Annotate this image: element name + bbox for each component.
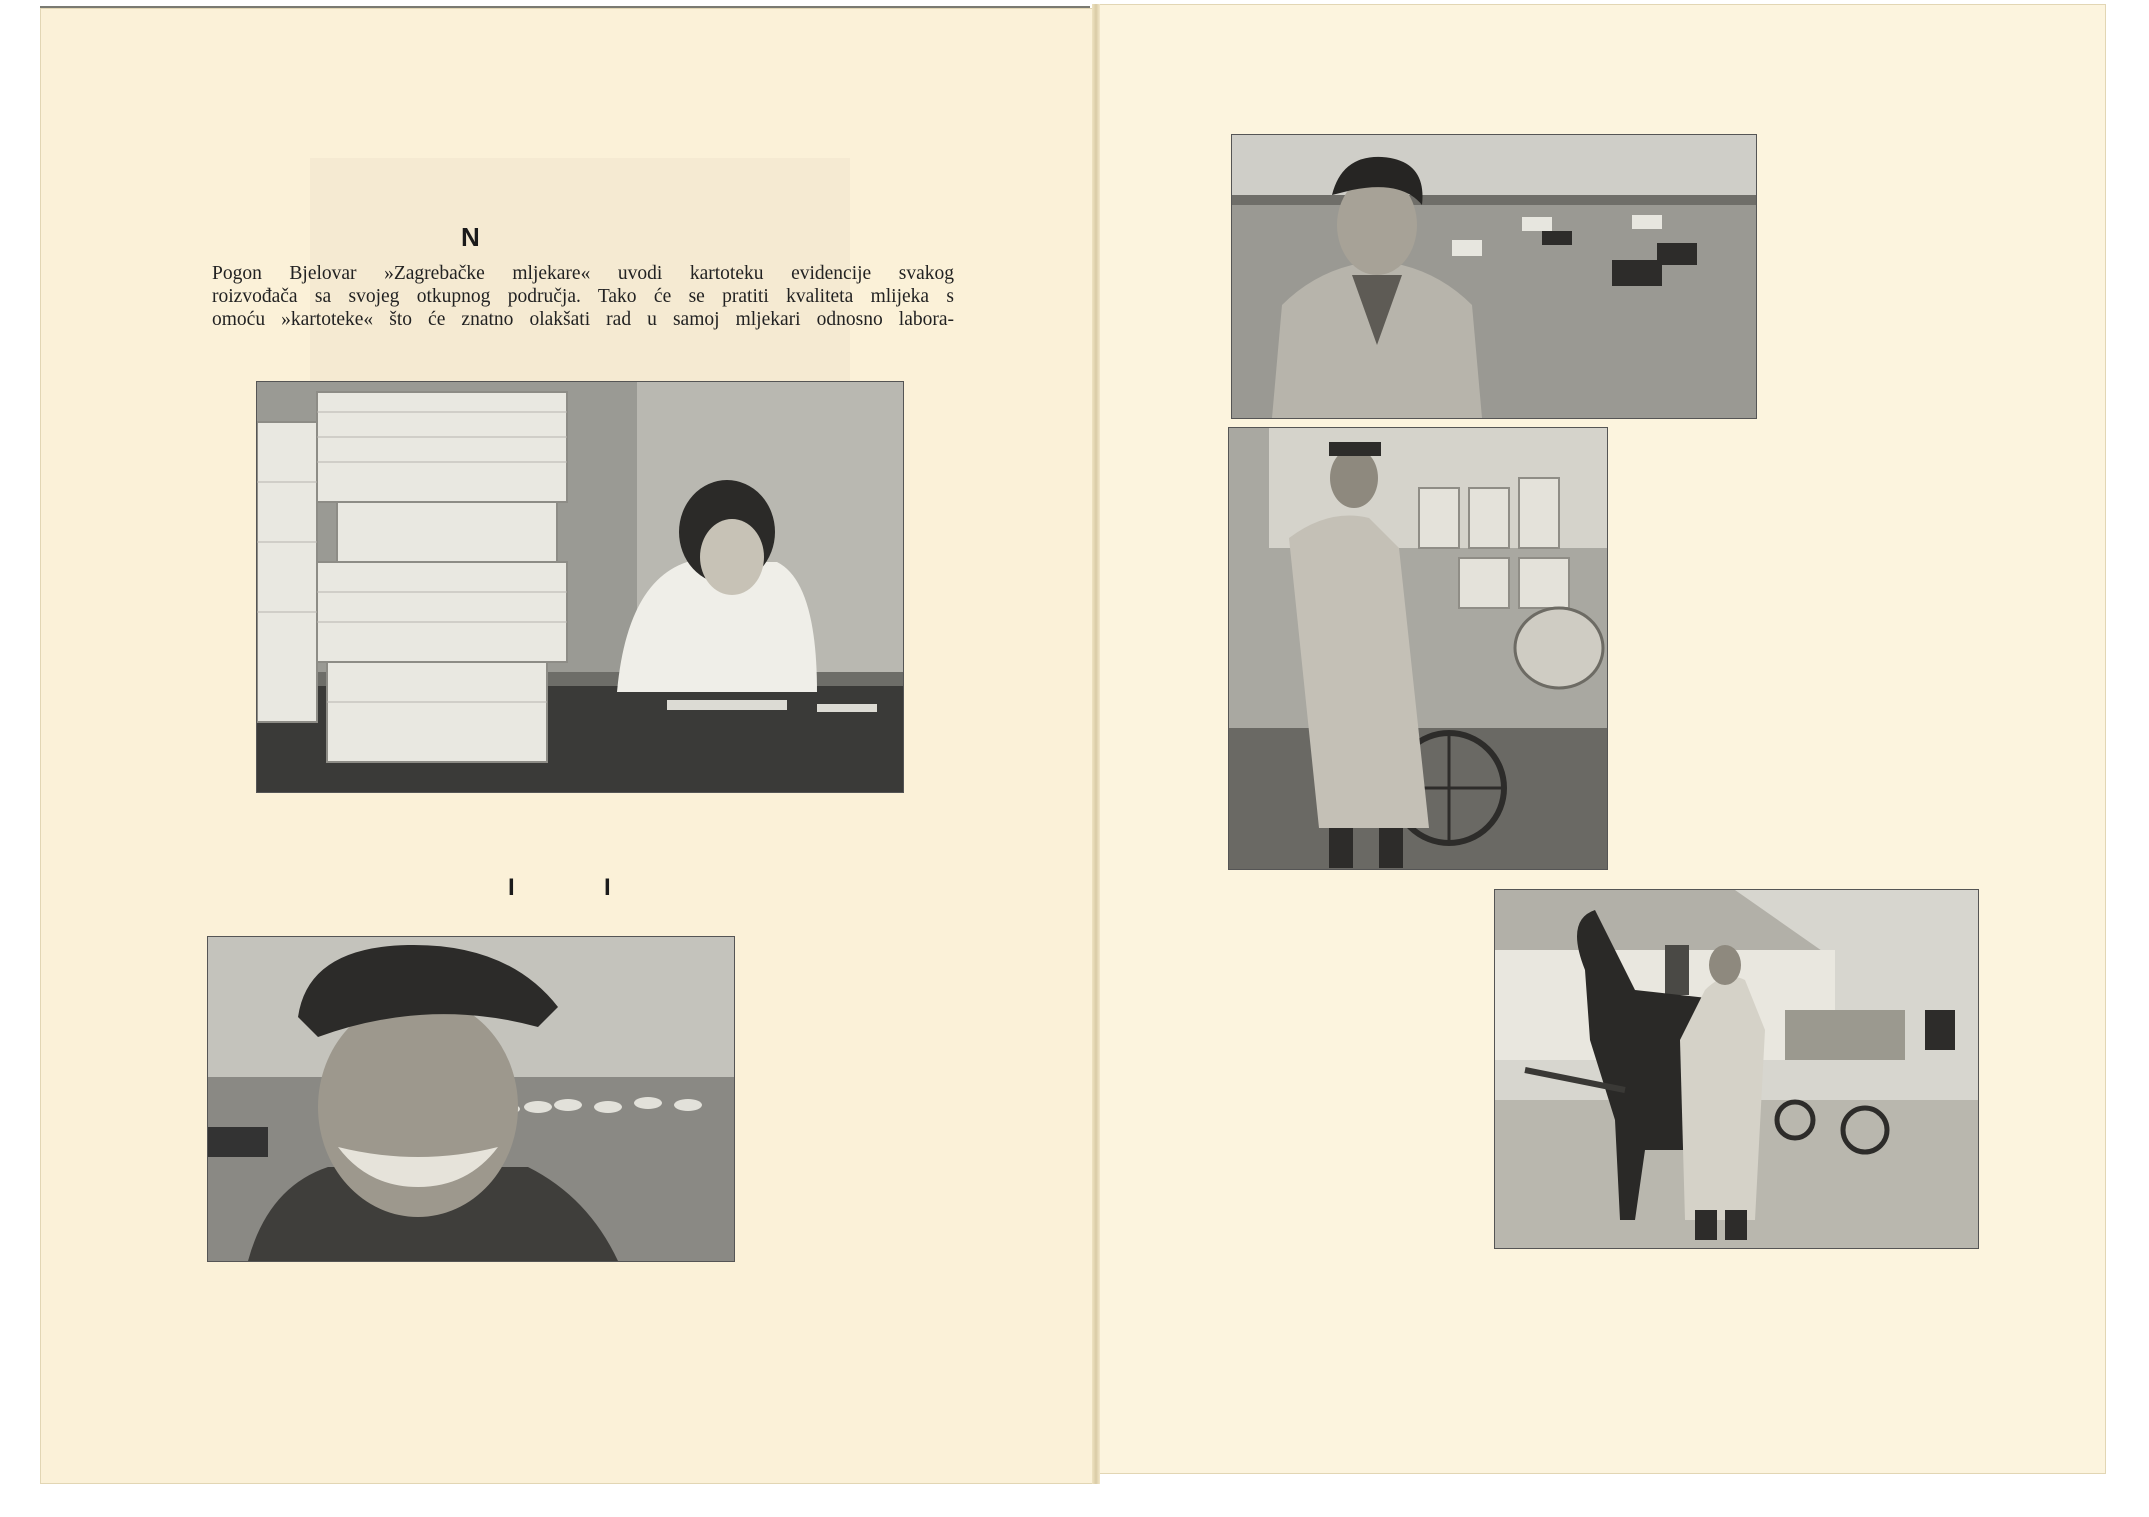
office-photo <box>257 382 903 792</box>
article-caption <box>212 262 954 331</box>
section-initial-i-1: I <box>508 874 515 901</box>
horse-cart-photo <box>1495 890 1978 1248</box>
milk-cans-photo <box>1229 428 1607 869</box>
young-man-photo <box>1232 135 1756 418</box>
caption-line-1: Pogon Bjelovar »Zagrebačke mljekare« uvodi kartoteku evidencije svakog <box>212 263 954 284</box>
section-initial-i-2: I <box>604 874 611 901</box>
book-spine <box>1092 4 1100 1484</box>
caption-line-3: omoću »kartoteke« što će znatno olakšati rad u samoj mljekari odnosno labora- <box>212 309 954 330</box>
old-man-photo <box>208 937 734 1261</box>
caption-line-2: roizvođača sa svojeg otkupnog područja. Tako će se pratiti kvaliteta mlijeka s <box>212 286 954 307</box>
section-initial-n: N <box>461 222 480 252</box>
